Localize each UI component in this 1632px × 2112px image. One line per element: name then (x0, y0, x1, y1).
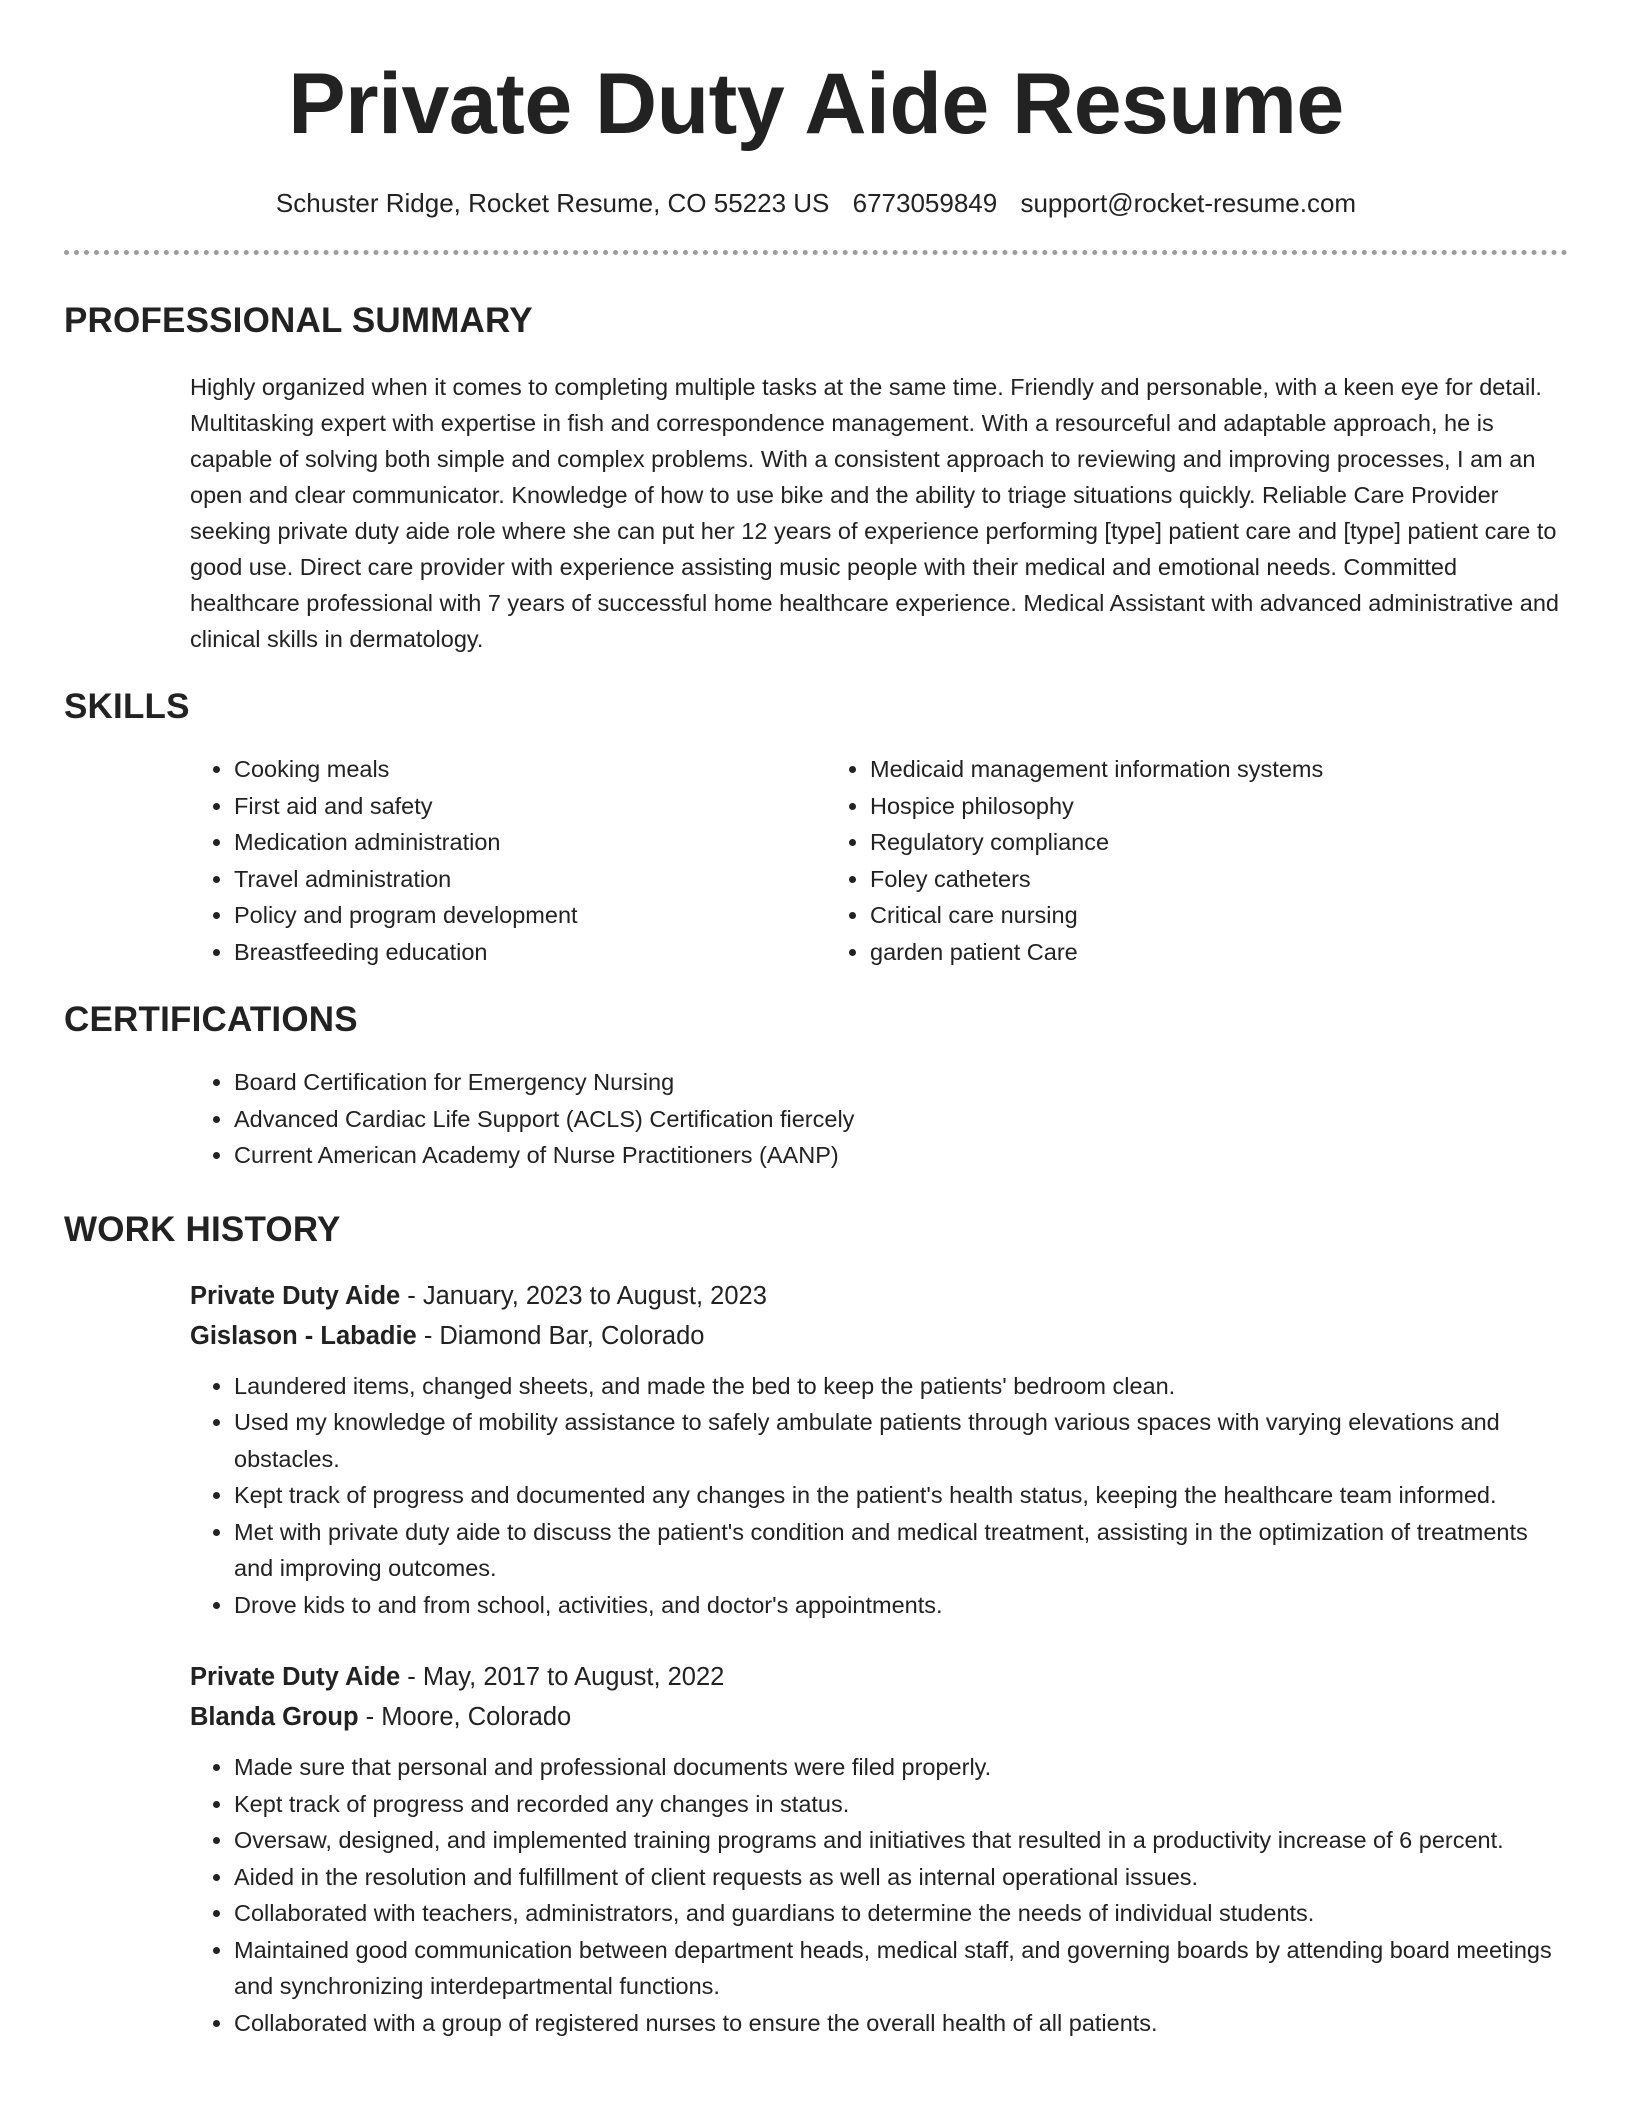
contact-address: Schuster Ridge, Rocket Resume, CO 55223 US (275, 188, 830, 218)
job-title: Private Duty Aide (190, 1281, 401, 1310)
job-duties-list (190, 1368, 1568, 1624)
job-entry-1 (190, 1276, 1568, 1624)
duty-item: • Laundered items, changed sheets, and made the bed to keep the patients' bedroom clean. (234, 1368, 1568, 1405)
certification-item: • Current American Academy of Nurse Practitioners (AANP) (234, 1137, 1568, 1174)
duty-item: • Used my knowledge of mobility assistance to safely ambulate patients through various spaces with varying elevations and obstacles. (234, 1404, 1568, 1477)
job-entry-2 (190, 1657, 1568, 2041)
job-location: - Moore, Colorado (358, 1703, 572, 1731)
duty-item: • Collaborated with teachers, administrators, and guardians to determine the needs of individual students. (234, 1895, 1568, 1932)
job-title: Private Duty Aide (190, 1663, 401, 1691)
job-duties-list (190, 1749, 1568, 2041)
duty-item: • Drove kids to and from school, activities, and doctor's appointments. (234, 1587, 1568, 1624)
skill-item: • First aid and safety (234, 788, 826, 825)
skill-item: • Travel administration (234, 861, 826, 898)
duty-item: • Oversaw, designed, and implemented training programs and initiatives that resulted in a productivity increase of 6 percent. (234, 1822, 1568, 1859)
skills-heading: SKILLS (64, 687, 190, 726)
skills-left-list (190, 751, 826, 970)
work-history-heading: WORK HISTORY (64, 1209, 341, 1249)
header-divider (64, 250, 1568, 255)
resume-title: Private Duty Aide Resume (288, 56, 1344, 152)
certification-item: • Advanced Cardiac Life Support (ACLS) Certification fiercely (234, 1101, 1568, 1138)
skill-item: • Foley catheters (870, 861, 1462, 898)
skills-right-list (826, 751, 1462, 970)
skill-item: • Critical care nursing (870, 897, 1462, 934)
skill-item: • Medicaid management information systems (870, 751, 1462, 788)
resume-page (64, 52, 1568, 2041)
certification-item: • Board Certification for Emergency Nursing (234, 1064, 1568, 1101)
contact-phone: 6773059849 (852, 188, 998, 218)
duty-item: • Kept track of progress and documented any changes in the patient's health status, keeping the healthcare team informed. (234, 1477, 1568, 1514)
job-company: Blanda Group (190, 1703, 359, 1731)
job-dates: - May, 2017 to August, 2022 (400, 1663, 725, 1691)
skill-item: • Cooking meals (234, 751, 826, 788)
summary-text: Highly organized when it comes to completing multiple tasks at the same time. Friendly and personable, with a keen eye for detail. Multitasking expert with expertise in fish and correspondence management. With a resourceful and adaptable approach, he is capable of solving both simple and complex problems. With a consistent approach to reviewing and improving processes, I am an open and clear communicator. Knowledge of how to use bike and the ability to triage situations quickly. Reliable Care Provider seeking private duty aide role where she can put her 12 years of experience performing [type] patient care and [type] patient care to good use. Direct care provider with experience assisting music people with their medical and emotional needs. Committed healthcare professional with 7 years of successful home healthcare experience. Medical Assistant with advanced administrative and clinical skills in dermatology. (190, 374, 1559, 652)
job-company-line (190, 1316, 1568, 1356)
duty-item: • Aided in the resolution and fulfillment of client requests as well as internal operational issues. (234, 1859, 1568, 1896)
job-company-line (190, 1697, 1568, 1737)
skill-item: • Regulatory compliance (870, 824, 1462, 861)
job-title-line (190, 1276, 1568, 1316)
skills-columns (190, 751, 1568, 970)
certifications-heading: CERTIFICATIONS (64, 1000, 358, 1039)
skill-item: • Breastfeeding education (234, 934, 826, 971)
summary-heading: PROFESSIONAL SUMMARY (64, 301, 533, 340)
skill-item: • Policy and program development (234, 897, 826, 934)
contact-line (64, 186, 1568, 220)
duty-item: • Kept track of progress and recorded any changes in status. (234, 1786, 1568, 1823)
skill-item: • garden patient Care (870, 934, 1462, 971)
job-location: - Diamond Bar, Colorado (416, 1321, 705, 1350)
job-dates: - January, 2023 to August, 2023 (400, 1281, 767, 1310)
duty-item: • Collaborated with a group of registered nurses to ensure the overall health of all patients. (234, 2005, 1568, 2042)
job-title-line (190, 1657, 1568, 1697)
duty-item: • Made sure that personal and professional documents were filed properly. (234, 1749, 1568, 1786)
duty-item: • Met with private duty aide to discuss the patient's condition and medical treatment, assisting in the optimization of treatments and improving outcomes. (234, 1514, 1568, 1587)
skill-item: • Medication administration (234, 824, 826, 861)
job-company: Gislason - Labadie (190, 1321, 417, 1350)
duty-item: • Maintained good communication between department heads, medical staff, and governing boards by attending board meetings and synchronizing interdepartmental functions. (234, 1932, 1568, 2005)
contact-email: support@rocket-resume.com (1020, 188, 1357, 218)
skill-item: • Hospice philosophy (870, 788, 1462, 825)
certifications-list (190, 1064, 1568, 1174)
